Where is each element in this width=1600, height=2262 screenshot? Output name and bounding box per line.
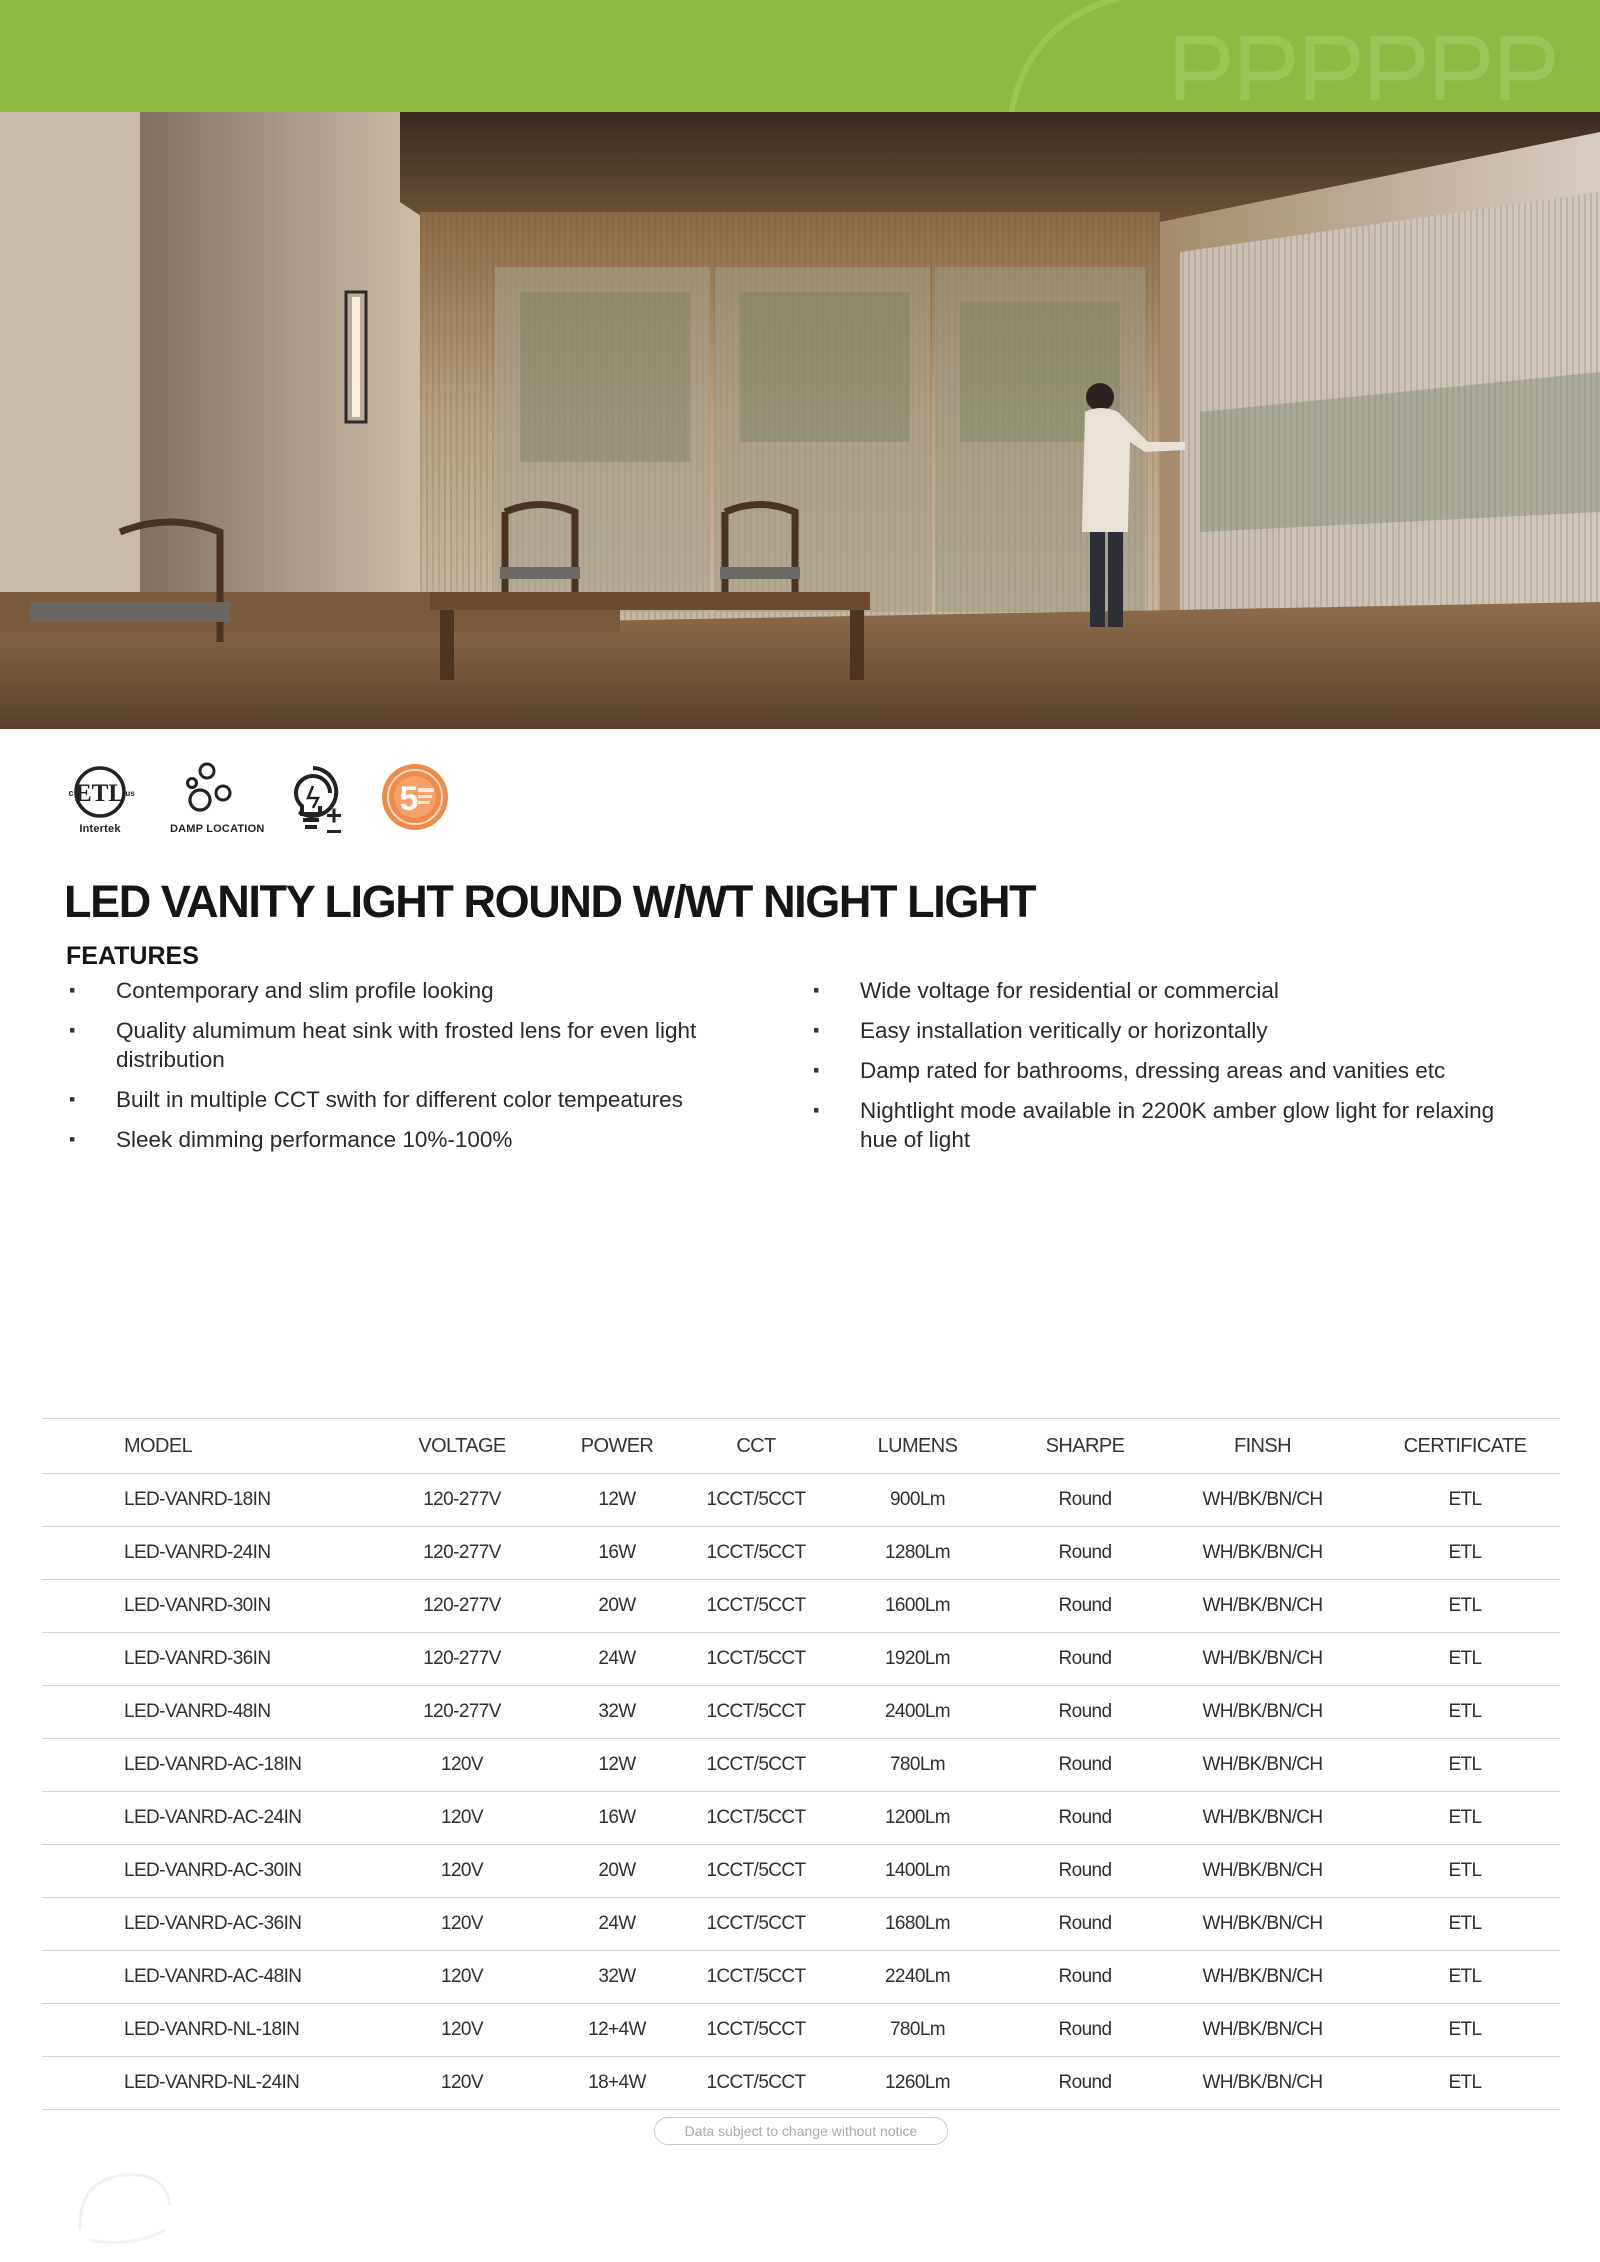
features-heading: FEATURES	[66, 942, 199, 970]
bullet-icon: ▪	[69, 1020, 76, 1040]
feature-text: Contemporary and slim profile looking	[116, 978, 494, 1003]
table-row	[42, 1845, 1560, 1898]
cell-cct: 1CCT/5CCT	[692, 1739, 820, 1792]
damp-location-icon	[170, 762, 248, 824]
cell-finish: WH/BK/BN/CH	[1155, 1792, 1370, 1845]
bullet-icon: ▪	[813, 1020, 820, 1040]
feature-text: Easy installation veritically or horizontally	[860, 1018, 1268, 1043]
cell-shape: Round	[1015, 1580, 1155, 1633]
certification-badges	[62, 762, 452, 842]
svg-text:c: c	[68, 788, 74, 798]
cell-shape: Round	[1015, 1845, 1155, 1898]
cell-shape: Round	[1015, 2057, 1155, 2110]
cell-cct: 1CCT/5CCT	[692, 2057, 820, 2110]
cell-certificate: ETL	[1370, 2004, 1560, 2057]
cell-cct: 1CCT/5CCT	[692, 1792, 820, 1845]
col-header-finish: FINSH	[1155, 1419, 1370, 1474]
cell-lumens: 2240Lm	[820, 1951, 1015, 2004]
interior-scene-image	[0, 112, 1600, 729]
table-row	[42, 1951, 1560, 2004]
cell-lumens: 780Lm	[820, 2004, 1015, 2057]
cell-cct: 1CCT/5CCT	[692, 2004, 820, 2057]
cell-model: LED-VANRD-AC-30IN	[42, 1845, 382, 1898]
cell-cct: 1CCT/5CCT	[692, 1898, 820, 1951]
cell-lumens: 1680Lm	[820, 1898, 1015, 1951]
cell-model: LED-VANRD-18IN	[42, 1474, 382, 1527]
cell-model: LED-VANRD-AC-36IN	[42, 1898, 382, 1951]
col-header-certificate: CERTIFICATE	[1370, 1419, 1560, 1474]
cell-cct: 1CCT/5CCT	[692, 1686, 820, 1739]
col-header-lumens: LUMENS	[820, 1419, 1015, 1474]
col-header-model: MODEL	[42, 1419, 382, 1474]
cell-shape: Round	[1015, 1898, 1155, 1951]
cell-certificate: ETL	[1370, 1474, 1560, 1527]
cell-shape: Round	[1015, 1474, 1155, 1527]
warranty-badge	[378, 762, 452, 838]
cell-power: 20W	[542, 1580, 692, 1633]
dimmable-bulb-icon	[280, 762, 346, 838]
cell-shape: Round	[1015, 1686, 1155, 1739]
cell-power: 12W	[542, 1474, 692, 1527]
cell-finish: WH/BK/BN/CH	[1155, 1633, 1370, 1686]
feature-text: Damp rated for bathrooms, dressing areas and vanities etc	[860, 1058, 1446, 1083]
five-year-warranty-icon	[378, 762, 452, 836]
cell-power: 12W	[542, 1739, 692, 1792]
cell-shape: Round	[1015, 1527, 1155, 1580]
cell-shape: Round	[1015, 1951, 1155, 2004]
cell-model: LED-VANRD-AC-24IN	[42, 1792, 382, 1845]
cell-lumens: 1920Lm	[820, 1633, 1015, 1686]
feature-text: Built in multiple CCT swith for different color tempeatures	[116, 1087, 683, 1112]
cell-lumens: 1280Lm	[820, 1527, 1015, 1580]
feature-item	[810, 1096, 1500, 1154]
cell-power: 16W	[542, 1527, 692, 1580]
cell-model: LED-VANRD-48IN	[42, 1686, 382, 1739]
table-row	[42, 1633, 1560, 1686]
feature-item	[66, 1016, 756, 1074]
svg-text:ETL: ETL	[74, 780, 126, 807]
bullet-icon: ▪	[69, 1129, 76, 1149]
cell-certificate: ETL	[1370, 1686, 1560, 1739]
bullet-icon: ▪	[813, 980, 820, 1000]
cell-lumens: 1400Lm	[820, 1845, 1015, 1898]
spec-table	[42, 1418, 1560, 2110]
table-row	[42, 1792, 1560, 1845]
cell-lumens: 900Lm	[820, 1474, 1015, 1527]
cell-cct: 1CCT/5CCT	[692, 1580, 820, 1633]
cell-voltage: 120V	[382, 1898, 542, 1951]
cell-lumens: 1200Lm	[820, 1792, 1015, 1845]
cell-certificate: ETL	[1370, 1739, 1560, 1792]
cell-cct: 1CCT/5CCT	[692, 1633, 820, 1686]
cell-certificate: ETL	[1370, 1527, 1560, 1580]
cell-power: 12+4W	[542, 2004, 692, 2057]
cell-power: 18+4W	[542, 2057, 692, 2110]
features-list-left	[66, 976, 756, 1165]
features-list-right	[810, 976, 1500, 1165]
cell-voltage: 120V	[382, 2057, 542, 2110]
cell-power: 32W	[542, 1686, 692, 1739]
cell-finish: WH/BK/BN/CH	[1155, 1845, 1370, 1898]
damp-location-badge	[170, 762, 265, 838]
product-title: LED VANITY LIGHT ROUND W/WT NIGHT LIGHT	[64, 876, 1036, 927]
table-row	[42, 1527, 1560, 1580]
cell-model: LED-VANRD-30IN	[42, 1580, 382, 1633]
cell-certificate: ETL	[1370, 1951, 1560, 2004]
cell-finish: WH/BK/BN/CH	[1155, 1686, 1370, 1739]
cell-shape: Round	[1015, 1633, 1155, 1686]
feature-item	[810, 1016, 1500, 1045]
cell-voltage: 120V	[382, 1792, 542, 1845]
table-row	[42, 2004, 1560, 2057]
dimmable-badge	[280, 762, 346, 838]
header-band	[0, 0, 1600, 112]
disclaimer-note: Data subject to change without notice	[654, 2117, 948, 2145]
feature-text: Quality alumimum heat sink with frosted lens for even light distribution	[116, 1018, 697, 1072]
table-row	[42, 2057, 1560, 2110]
cell-voltage: 120V	[382, 1951, 542, 2004]
damp-location-caption: DAMP LOCATION	[170, 823, 265, 835]
cell-voltage: 120V	[382, 1845, 542, 1898]
cell-voltage: 120V	[382, 2004, 542, 2057]
cell-certificate: ETL	[1370, 1633, 1560, 1686]
cell-cct: 1CCT/5CCT	[692, 1845, 820, 1898]
col-header-power: POWER	[542, 1419, 692, 1474]
cell-power: 32W	[542, 1951, 692, 2004]
cell-shape: Round	[1015, 1792, 1155, 1845]
cell-finish: WH/BK/BN/CH	[1155, 1580, 1370, 1633]
cell-lumens: 1600Lm	[820, 1580, 1015, 1633]
cell-model: LED-VANRD-AC-18IN	[42, 1739, 382, 1792]
cell-lumens: 2400Lm	[820, 1686, 1015, 1739]
cell-power: 24W	[542, 1898, 692, 1951]
svg-text:5: 5	[399, 780, 419, 818]
cell-power: 20W	[542, 1845, 692, 1898]
cell-certificate: ETL	[1370, 1845, 1560, 1898]
cell-model: LED-VANRD-AC-48IN	[42, 1951, 382, 2004]
bullet-icon: ▪	[69, 1089, 76, 1109]
cell-shape: Round	[1015, 1739, 1155, 1792]
col-header-voltage: VOLTAGE	[382, 1419, 542, 1474]
hero-photo	[0, 112, 1600, 729]
cell-finish: WH/BK/BN/CH	[1155, 1898, 1370, 1951]
cell-shape: Round	[1015, 2004, 1155, 2057]
etl-caption: Intertek	[79, 823, 121, 835]
spec-table-body	[42, 1474, 1560, 2110]
cell-power: 24W	[542, 1633, 692, 1686]
cell-voltage: 120-277V	[382, 1686, 542, 1739]
table-row	[42, 1739, 1560, 1792]
cell-finish: WH/BK/BN/CH	[1155, 1527, 1370, 1580]
cell-voltage: 120-277V	[382, 1633, 542, 1686]
cell-certificate: ETL	[1370, 1580, 1560, 1633]
table-header-row	[42, 1419, 1560, 1474]
bullet-icon: ▪	[813, 1060, 820, 1080]
cell-voltage: 120-277V	[382, 1474, 542, 1527]
cell-model: LED-VANRD-36IN	[42, 1633, 382, 1686]
cell-finish: WH/BK/BN/CH	[1155, 1474, 1370, 1527]
cell-lumens: 1260Lm	[820, 2057, 1015, 2110]
feature-item	[810, 976, 1500, 1005]
cell-voltage: 120-277V	[382, 1527, 542, 1580]
cell-finish: WH/BK/BN/CH	[1155, 2004, 1370, 2057]
feature-item	[810, 1056, 1500, 1085]
cell-lumens: 780Lm	[820, 1739, 1015, 1792]
bullet-icon: ▪	[813, 1100, 820, 1120]
feature-item	[66, 1125, 756, 1154]
feature-text: Sleek dimming performance 10%-100%	[116, 1127, 513, 1152]
cell-certificate: ETL	[1370, 1898, 1560, 1951]
col-header-cct: CCT	[692, 1419, 820, 1474]
cell-finish: WH/BK/BN/CH	[1155, 2057, 1370, 2110]
cell-cct: 1CCT/5CCT	[692, 1474, 820, 1527]
col-header-shape: SHARPE	[1015, 1419, 1155, 1474]
etl-listed-badge	[62, 762, 138, 838]
feature-item	[66, 1085, 756, 1114]
brand-watermark-icon	[990, 0, 1600, 112]
cell-voltage: 120V	[382, 1739, 542, 1792]
cell-finish: WH/BK/BN/CH	[1155, 1951, 1370, 2004]
feature-text: Nightlight mode available in 2200K amber glow light for relaxing hue of light	[860, 1098, 1495, 1152]
etl-listed-icon	[62, 762, 138, 824]
cell-finish: WH/BK/BN/CH	[1155, 1739, 1370, 1792]
cell-certificate: ETL	[1370, 1792, 1560, 1845]
bullet-icon: ▪	[69, 980, 76, 1000]
feature-item	[66, 976, 756, 1005]
cell-model: LED-VANRD-24IN	[42, 1527, 382, 1580]
cell-certificate: ETL	[1370, 2057, 1560, 2110]
feature-text: Wide voltage for residential or commercial	[860, 978, 1279, 1003]
table-row	[42, 1474, 1560, 1527]
table-row	[42, 1686, 1560, 1739]
table-row	[42, 1580, 1560, 1633]
cell-model: LED-VANRD-NL-18IN	[42, 2004, 382, 2057]
corner-logo-icon	[70, 2160, 180, 2250]
table-row	[42, 1898, 1560, 1951]
cell-cct: 1CCT/5CCT	[692, 1527, 820, 1580]
cell-power: 16W	[542, 1792, 692, 1845]
svg-text:us: us	[125, 789, 135, 798]
cell-cct: 1CCT/5CCT	[692, 1951, 820, 2004]
cell-voltage: 120-277V	[382, 1580, 542, 1633]
cell-model: LED-VANRD-NL-24IN	[42, 2057, 382, 2110]
